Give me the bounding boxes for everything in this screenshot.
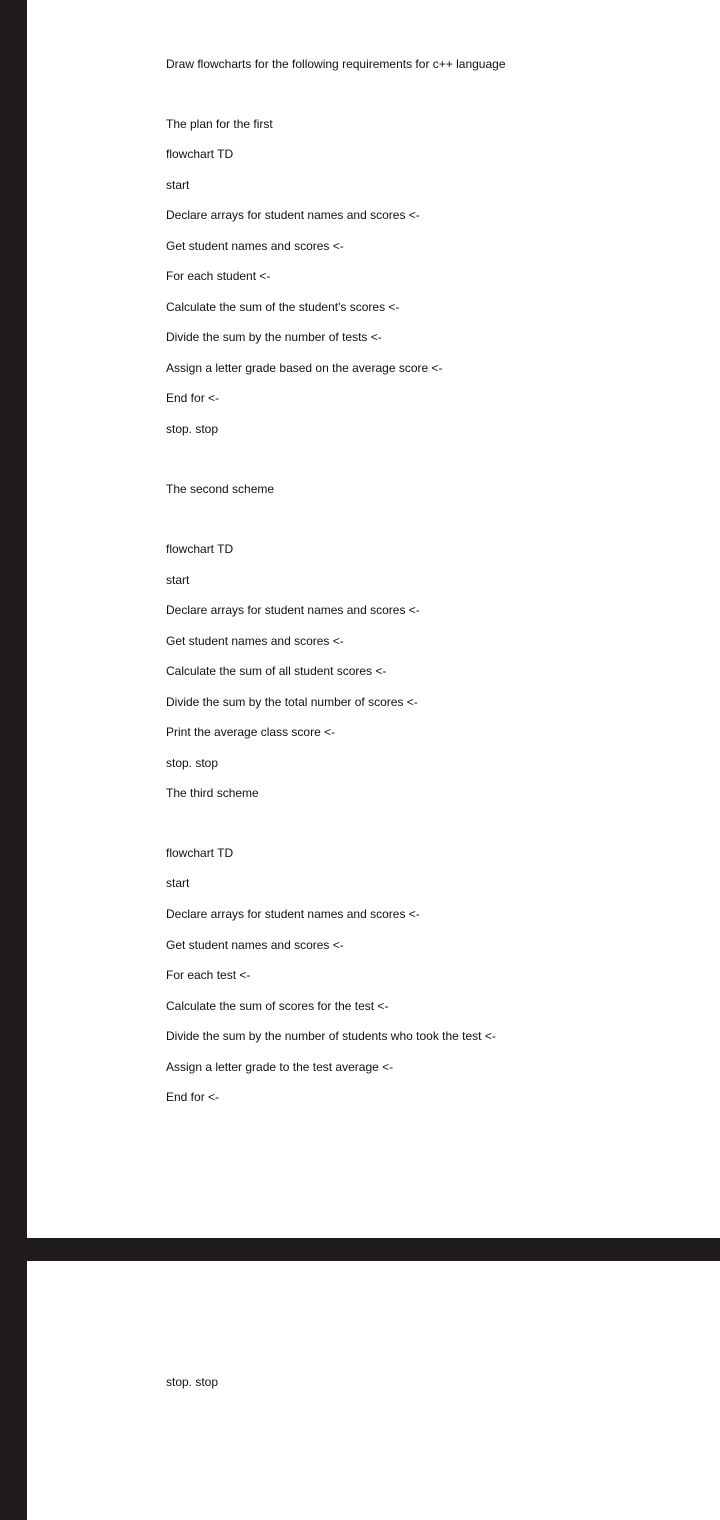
text-line: Get student names and scores <- (166, 634, 344, 648)
section-title-third: The third scheme (166, 786, 259, 800)
text-line: Declare arrays for student names and scores <- (166, 603, 420, 617)
text-line: start (166, 876, 190, 890)
text-line: stop. stop (166, 1375, 219, 1389)
text-line: Declare arrays for student names and scores <- (166, 208, 420, 222)
text-line: End for <- (166, 391, 220, 405)
text-line: Assign a letter grade to the test average <- (166, 1060, 394, 1074)
text-line: For each test <- (166, 968, 251, 982)
document-heading: Draw flowcharts for the following requirements for c++ language (166, 57, 506, 71)
text-line: Calculate the sum of scores for the test <- (166, 999, 389, 1013)
text-line: Divide the sum by the number of students who took the test <- (166, 1029, 496, 1043)
text-line: Declare arrays for student names and scores <- (166, 907, 420, 921)
text-line: flowchart TD (166, 846, 234, 860)
document-page-1 (27, 0, 720, 1238)
text-line: start (166, 178, 190, 192)
text-line: End for <- (166, 1090, 220, 1104)
text-line: Print the average class score <- (166, 725, 336, 739)
text-line: stop. stop (166, 756, 219, 770)
text-line: Assign a letter grade based on the average score <- (166, 361, 443, 375)
text-line: Calculate the sum of the student's scores <- (166, 300, 400, 314)
text-line: start (166, 573, 190, 587)
text-line: stop. stop (166, 422, 219, 436)
section-title-first: The plan for the first (166, 117, 273, 131)
text-line: flowchart TD (166, 147, 234, 161)
text-line: flowchart TD (166, 542, 234, 556)
document-page-2 (27, 1261, 720, 1520)
text-line: Divide the sum by the total number of scores <- (166, 695, 418, 709)
text-line: Divide the sum by the number of tests <- (166, 330, 382, 344)
text-line: Get student names and scores <- (166, 938, 344, 952)
text-line: Get student names and scores <- (166, 239, 344, 253)
section-title-second: The second scheme (166, 482, 275, 496)
text-line: For each student <- (166, 269, 271, 283)
text-line: Calculate the sum of all student scores <- (166, 664, 387, 678)
